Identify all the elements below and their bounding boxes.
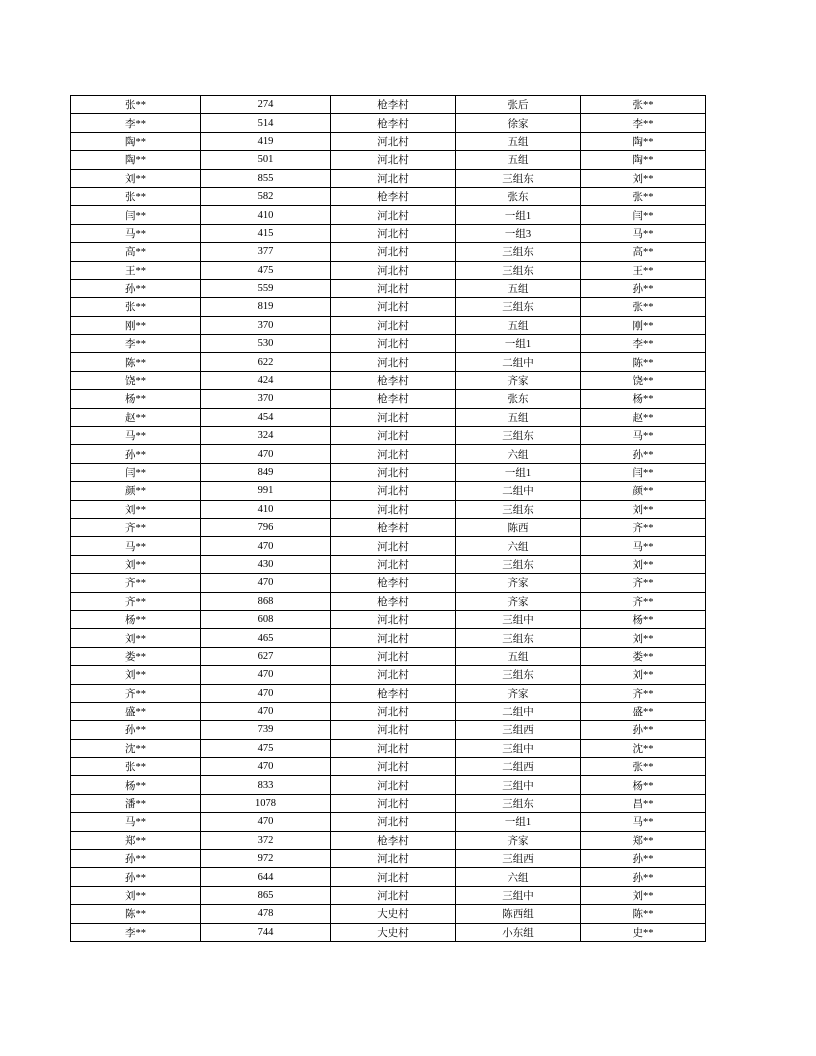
table-cell: 齐家 [456, 684, 581, 702]
table-cell: 河北村 [331, 445, 456, 463]
table-cell: 470 [201, 537, 331, 555]
table-row [71, 132, 706, 150]
table-cell: 李** [581, 335, 706, 353]
table-cell: 470 [201, 758, 331, 776]
table-cell: 河北村 [331, 427, 456, 445]
table-cell: 五组 [456, 647, 581, 665]
table-cell: 河北村 [331, 408, 456, 426]
table-cell: 744 [201, 923, 331, 941]
table-cell: 一组1 [456, 206, 581, 224]
table-cell: 一组1 [456, 813, 581, 831]
table-cell: 796 [201, 518, 331, 536]
table-cell: 张** [581, 96, 706, 114]
table-cell: 齐家 [456, 831, 581, 849]
table-cell: 枪李村 [331, 187, 456, 205]
table-row [71, 794, 706, 812]
table-cell: 陶** [581, 132, 706, 150]
table-cell: 陈** [71, 905, 201, 923]
table-cell: 齐家 [456, 371, 581, 389]
table-cell: 三组东 [456, 794, 581, 812]
table-cell: 枪李村 [331, 831, 456, 849]
table-cell: 刘** [581, 169, 706, 187]
table-cell: 杨** [581, 776, 706, 794]
table-cell: 杨** [71, 390, 201, 408]
table-cell: 孙** [581, 850, 706, 868]
table-cell: 河北村 [331, 868, 456, 886]
table-row [71, 408, 706, 426]
table-row [71, 647, 706, 665]
table-cell: 470 [201, 445, 331, 463]
table-cell: 424 [201, 371, 331, 389]
table-cell: 闫** [71, 206, 201, 224]
table-cell: 马** [71, 813, 201, 831]
table-row [71, 555, 706, 573]
table-row [71, 702, 706, 720]
table-cell: 杨** [71, 776, 201, 794]
table-cell: 张东 [456, 187, 581, 205]
table-cell: 河北村 [331, 132, 456, 150]
table-cell: 刚** [581, 316, 706, 334]
table-cell: 张** [581, 758, 706, 776]
table-cell: 二组西 [456, 758, 581, 776]
table-cell: 河北村 [331, 537, 456, 555]
table-cell: 三组东 [456, 666, 581, 684]
table-cell: 三组中 [456, 610, 581, 628]
data-table [70, 95, 706, 942]
table-cell: 马** [581, 427, 706, 445]
table-cell: 河北村 [331, 610, 456, 628]
table-cell: 马** [581, 813, 706, 831]
table-cell: 三组西 [456, 721, 581, 739]
table-cell: 刘** [71, 169, 201, 187]
table-cell: 徐家 [456, 114, 581, 132]
table-cell: 孙** [71, 868, 201, 886]
table-cell: 马** [71, 427, 201, 445]
table-cell: 二组中 [456, 482, 581, 500]
table-cell: 644 [201, 868, 331, 886]
table-cell: 410 [201, 206, 331, 224]
table-cell: 530 [201, 335, 331, 353]
table-row [71, 353, 706, 371]
table-cell: 833 [201, 776, 331, 794]
table-row [71, 243, 706, 261]
table-cell: 三组东 [456, 243, 581, 261]
table-cell: 三组东 [456, 427, 581, 445]
table-cell: 孙** [581, 868, 706, 886]
table-cell: 闫** [71, 463, 201, 481]
table-cell: 枪李村 [331, 371, 456, 389]
table-cell: 闫** [581, 206, 706, 224]
table-row [71, 114, 706, 132]
table-cell: 高** [581, 243, 706, 261]
table-cell: 六组 [456, 445, 581, 463]
table-cell: 孙** [71, 445, 201, 463]
table-cell: 河北村 [331, 353, 456, 371]
table-cell: 陈** [581, 353, 706, 371]
table-cell: 河北村 [331, 298, 456, 316]
table-cell: 刘** [71, 886, 201, 904]
table-cell: 五组 [456, 408, 581, 426]
table-cell: 868 [201, 592, 331, 610]
table-row [71, 316, 706, 334]
table-cell: 陈西 [456, 518, 581, 536]
table-cell: 齐家 [456, 592, 581, 610]
table-cell: 张** [71, 758, 201, 776]
table-cell: 孙** [71, 721, 201, 739]
table-cell: 王** [581, 261, 706, 279]
table-cell: 河北村 [331, 224, 456, 242]
table-cell: 郑** [581, 831, 706, 849]
table-cell: 齐** [71, 592, 201, 610]
table-cell: 454 [201, 408, 331, 426]
table-cell: 沈** [581, 739, 706, 757]
table-cell: 514 [201, 114, 331, 132]
table-row [71, 463, 706, 481]
table-row [71, 206, 706, 224]
table-cell: 三组东 [456, 298, 581, 316]
table-row [71, 427, 706, 445]
table-row [71, 279, 706, 297]
table-cell: 河北村 [331, 316, 456, 334]
table-cell: 河北村 [331, 261, 456, 279]
table-cell: 刘** [581, 666, 706, 684]
table-cell: 孙** [71, 279, 201, 297]
table-cell: 河北村 [331, 169, 456, 187]
table-cell: 小东组 [456, 923, 581, 941]
table-cell: 齐** [581, 684, 706, 702]
table-cell: 三组东 [456, 500, 581, 518]
table-row [71, 500, 706, 518]
table-cell: 370 [201, 390, 331, 408]
table-cell: 李** [71, 114, 201, 132]
table-cell: 河北村 [331, 813, 456, 831]
table-row [71, 776, 706, 794]
table-cell: 枪李村 [331, 390, 456, 408]
table-row [71, 518, 706, 536]
table-cell: 991 [201, 482, 331, 500]
table-row [71, 666, 706, 684]
table-cell: 430 [201, 555, 331, 573]
table-cell: 陈西组 [456, 905, 581, 923]
table-cell: 杨** [71, 610, 201, 628]
table-cell: 李** [581, 114, 706, 132]
table-cell: 刘** [581, 886, 706, 904]
table-row [71, 758, 706, 776]
table-cell: 张** [71, 96, 201, 114]
table-cell: 1078 [201, 794, 331, 812]
table-row [71, 335, 706, 353]
table-cell: 昌** [581, 794, 706, 812]
table-cell: 972 [201, 850, 331, 868]
table-cell: 陶** [581, 151, 706, 169]
table-cell: 齐** [71, 518, 201, 536]
table-cell: 颜** [581, 482, 706, 500]
table-cell: 河北村 [331, 555, 456, 573]
table-cell: 二组中 [456, 702, 581, 720]
table-row [71, 905, 706, 923]
table-cell: 齐** [71, 574, 201, 592]
table-cell: 819 [201, 298, 331, 316]
table-cell: 608 [201, 610, 331, 628]
table-cell: 张** [581, 187, 706, 205]
table-cell: 陈** [581, 905, 706, 923]
table-cell: 河北村 [331, 850, 456, 868]
table-row [71, 96, 706, 114]
table-cell: 河北村 [331, 482, 456, 500]
table-row [71, 850, 706, 868]
table-cell: 娄** [71, 647, 201, 665]
table-cell: 475 [201, 261, 331, 279]
table-cell: 陶** [71, 132, 201, 150]
table-row [71, 868, 706, 886]
table-cell: 杨** [581, 390, 706, 408]
table-cell: 河北村 [331, 629, 456, 647]
table-cell: 470 [201, 813, 331, 831]
table-cell: 孙** [581, 721, 706, 739]
table-row [71, 224, 706, 242]
table-cell: 刘** [581, 555, 706, 573]
table-cell: 史** [581, 923, 706, 941]
table-cell: 三组西 [456, 850, 581, 868]
table-cell: 刘** [71, 629, 201, 647]
table-row [71, 813, 706, 831]
table-cell: 河北村 [331, 776, 456, 794]
table-cell: 470 [201, 684, 331, 702]
table-cell: 齐** [581, 574, 706, 592]
table-cell: 河北村 [331, 151, 456, 169]
table-cell: 马** [71, 224, 201, 242]
table-cell: 李** [71, 335, 201, 353]
table-cell: 刘** [71, 666, 201, 684]
table-cell: 739 [201, 721, 331, 739]
table-row [71, 445, 706, 463]
table-row [71, 261, 706, 279]
table-cell: 三组中 [456, 776, 581, 794]
table-cell: 孙** [71, 850, 201, 868]
table-row [71, 886, 706, 904]
table-cell: 622 [201, 353, 331, 371]
table-row [71, 684, 706, 702]
table-cell: 盛** [71, 702, 201, 720]
table-cell: 河北村 [331, 886, 456, 904]
table-cell: 三组东 [456, 169, 581, 187]
table-cell: 齐家 [456, 574, 581, 592]
table-row [71, 610, 706, 628]
table-cell: 415 [201, 224, 331, 242]
table-cell: 河北村 [331, 463, 456, 481]
table-cell: 娄** [581, 647, 706, 665]
table-cell: 饶** [71, 371, 201, 389]
table-cell: 河北村 [331, 500, 456, 518]
table-row [71, 831, 706, 849]
table-cell: 三组东 [456, 555, 581, 573]
table-cell: 370 [201, 316, 331, 334]
table-cell: 470 [201, 666, 331, 684]
table-cell: 孙** [581, 279, 706, 297]
table-row [71, 482, 706, 500]
table-cell: 马** [581, 224, 706, 242]
table-cell: 颜** [71, 482, 201, 500]
table-cell: 一组3 [456, 224, 581, 242]
table-cell: 855 [201, 169, 331, 187]
table-cell: 一组1 [456, 335, 581, 353]
table-cell: 王** [71, 261, 201, 279]
table-cell: 刘** [71, 500, 201, 518]
table-cell: 张** [71, 187, 201, 205]
table-cell: 河北村 [331, 758, 456, 776]
table-cell: 盛** [581, 702, 706, 720]
table-cell: 274 [201, 96, 331, 114]
table-cell: 孙** [581, 445, 706, 463]
table-cell: 河北村 [331, 335, 456, 353]
table-cell: 465 [201, 629, 331, 647]
table-cell: 马** [71, 537, 201, 555]
table-cell: 郑** [71, 831, 201, 849]
table-cell: 五组 [456, 279, 581, 297]
table-row [71, 187, 706, 205]
table-cell: 河北村 [331, 794, 456, 812]
table-cell: 河北村 [331, 666, 456, 684]
table-row [71, 390, 706, 408]
table-cell: 饶** [581, 371, 706, 389]
table-cell: 河北村 [331, 721, 456, 739]
table-row [71, 739, 706, 757]
table-cell: 二组中 [456, 353, 581, 371]
table-cell: 大史村 [331, 923, 456, 941]
table-cell: 419 [201, 132, 331, 150]
table-cell: 闫** [581, 463, 706, 481]
table-cell: 河北村 [331, 647, 456, 665]
table-cell: 501 [201, 151, 331, 169]
table-cell: 河北村 [331, 739, 456, 757]
table-cell: 三组东 [456, 261, 581, 279]
table-cell: 张** [581, 298, 706, 316]
table-cell: 五组 [456, 151, 581, 169]
table-cell: 枪李村 [331, 684, 456, 702]
table-cell: 470 [201, 574, 331, 592]
table-cell: 377 [201, 243, 331, 261]
table-cell: 478 [201, 905, 331, 923]
table-cell: 枪李村 [331, 518, 456, 536]
table-cell: 高** [71, 243, 201, 261]
table-cell: 865 [201, 886, 331, 904]
table-cell: 张** [71, 298, 201, 316]
table-cell: 陶** [71, 151, 201, 169]
table-cell: 一组1 [456, 463, 581, 481]
table-row [71, 169, 706, 187]
table-cell: 六组 [456, 537, 581, 555]
table-cell: 582 [201, 187, 331, 205]
table-cell: 三组中 [456, 886, 581, 904]
table-row [71, 629, 706, 647]
table-row [71, 151, 706, 169]
table-row [71, 574, 706, 592]
table-cell: 六组 [456, 868, 581, 886]
table-cell: 潘** [71, 794, 201, 812]
table-cell: 大史村 [331, 905, 456, 923]
table-cell: 沈** [71, 739, 201, 757]
table-cell: 372 [201, 831, 331, 849]
table-cell: 河北村 [331, 702, 456, 720]
table-cell: 齐** [581, 518, 706, 536]
table-row [71, 298, 706, 316]
table-cell: 470 [201, 702, 331, 720]
table-cell: 赵** [581, 408, 706, 426]
table-cell: 张后 [456, 96, 581, 114]
table-cell: 五组 [456, 316, 581, 334]
table-cell: 李** [71, 923, 201, 941]
table-cell: 三组中 [456, 739, 581, 757]
table-cell: 枪李村 [331, 592, 456, 610]
table-cell: 475 [201, 739, 331, 757]
table-cell: 河北村 [331, 243, 456, 261]
table-cell: 849 [201, 463, 331, 481]
table-cell: 559 [201, 279, 331, 297]
table-cell: 刚** [71, 316, 201, 334]
table-cell: 刘** [581, 500, 706, 518]
table-row [71, 721, 706, 739]
table-cell: 赵** [71, 408, 201, 426]
table-cell: 枪李村 [331, 114, 456, 132]
table-cell: 324 [201, 427, 331, 445]
table-cell: 河北村 [331, 206, 456, 224]
table-cell: 刘** [581, 629, 706, 647]
table-cell: 张东 [456, 390, 581, 408]
table-cell: 627 [201, 647, 331, 665]
table-cell: 陈** [71, 353, 201, 371]
table-cell: 枪李村 [331, 96, 456, 114]
table-row [71, 923, 706, 941]
table-cell: 410 [201, 500, 331, 518]
table-row [71, 537, 706, 555]
table-cell: 枪李村 [331, 574, 456, 592]
table-cell: 齐** [71, 684, 201, 702]
table-cell: 五组 [456, 132, 581, 150]
table-row [71, 592, 706, 610]
table-cell: 马** [581, 537, 706, 555]
table-cell: 杨** [581, 610, 706, 628]
table-cell: 刘** [71, 555, 201, 573]
table-cell: 齐** [581, 592, 706, 610]
table-cell: 河北村 [331, 279, 456, 297]
table-row [71, 371, 706, 389]
table-cell: 三组东 [456, 629, 581, 647]
